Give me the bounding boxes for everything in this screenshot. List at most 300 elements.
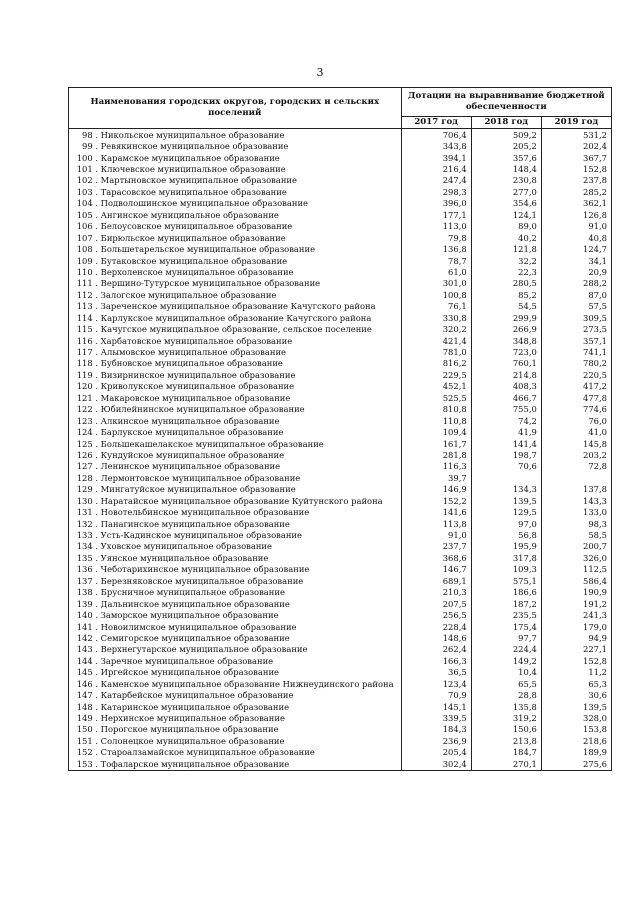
value-2019: 203,2 bbox=[541, 449, 611, 460]
table-row bbox=[69, 644, 612, 655]
row-name: Подволошинское муниципальное образование bbox=[100, 198, 308, 209]
table-row bbox=[69, 678, 612, 689]
value-2018: 40,2 bbox=[471, 232, 541, 243]
header-year-2018: 2018 год bbox=[471, 117, 541, 129]
row-number: 134 . bbox=[76, 541, 98, 552]
table-row bbox=[69, 758, 612, 770]
row-number: 130 . bbox=[76, 495, 98, 506]
table-row bbox=[69, 609, 612, 620]
value-2018: 213,8 bbox=[471, 735, 541, 746]
value-2017: 39,7 bbox=[401, 472, 471, 483]
table-row bbox=[69, 301, 612, 312]
value-2018: 139,5 bbox=[471, 495, 541, 506]
table-row bbox=[69, 404, 612, 415]
table-row bbox=[69, 472, 612, 483]
row-name: Карамское муниципальное образование bbox=[100, 152, 280, 163]
row-name: Иргейское муниципальное образование bbox=[100, 667, 279, 678]
table-row bbox=[69, 529, 612, 540]
table-row bbox=[69, 369, 612, 380]
row-name-cell bbox=[69, 449, 402, 460]
value-2018: 266,9 bbox=[471, 323, 541, 334]
row-name: Ленинское муниципальное образование bbox=[100, 461, 281, 472]
value-2017: 91,0 bbox=[401, 529, 471, 540]
table-row bbox=[69, 392, 612, 403]
row-name: Новоилимское муниципальное образование bbox=[100, 621, 297, 632]
table-row bbox=[69, 495, 612, 506]
row-name-cell bbox=[69, 221, 402, 232]
table-row bbox=[69, 518, 612, 529]
value-2017: 247,4 bbox=[401, 175, 471, 186]
value-2018: 129,5 bbox=[471, 506, 541, 517]
row-name: Порогское муниципальное образование bbox=[100, 724, 279, 735]
value-2018: 317,8 bbox=[471, 552, 541, 563]
value-2018: 348,8 bbox=[471, 335, 541, 346]
row-name-cell bbox=[69, 301, 402, 312]
row-name-cell bbox=[69, 461, 402, 472]
value-2018: 205,2 bbox=[471, 140, 541, 151]
row-name: Зареченское муниципальное образование Качугского района bbox=[100, 301, 376, 312]
table-row bbox=[69, 289, 612, 300]
value-2017: 228,4 bbox=[401, 621, 471, 632]
row-name-cell bbox=[69, 529, 402, 540]
value-2019: 153,8 bbox=[541, 724, 611, 735]
row-number: 104 . bbox=[76, 198, 98, 209]
row-name-cell bbox=[69, 312, 402, 323]
row-number: 105 . bbox=[76, 209, 98, 220]
value-2019: 34,1 bbox=[541, 255, 611, 266]
row-number: 147 . bbox=[76, 690, 98, 701]
value-2019: 40,8 bbox=[541, 232, 611, 243]
value-2019: 241,3 bbox=[541, 609, 611, 620]
row-name-cell bbox=[69, 689, 402, 700]
row-number: 132 . bbox=[76, 518, 98, 529]
row-name-cell bbox=[69, 644, 402, 655]
value-2017: 116,3 bbox=[401, 461, 471, 472]
table-row bbox=[69, 129, 612, 141]
row-name-cell bbox=[69, 518, 402, 529]
value-2019: 273,5 bbox=[541, 323, 611, 334]
table-row bbox=[69, 587, 612, 598]
value-2018: 270,1 bbox=[471, 758, 541, 770]
value-2018: 135,8 bbox=[471, 701, 541, 712]
row-name: Вершино-Тутурское муниципальное образование bbox=[100, 278, 321, 289]
value-2017: 298,3 bbox=[401, 186, 471, 197]
row-name: Уянское муниципальное образование bbox=[100, 552, 269, 563]
value-2019: 367,7 bbox=[541, 152, 611, 163]
table-row bbox=[69, 632, 612, 643]
table-row bbox=[69, 358, 612, 369]
table-row bbox=[69, 346, 612, 357]
value-2019: 76,0 bbox=[541, 415, 611, 426]
value-2017: 525,5 bbox=[401, 392, 471, 403]
value-2019: 357,1 bbox=[541, 335, 611, 346]
table-row bbox=[69, 175, 612, 186]
row-number: 103 . bbox=[76, 186, 98, 197]
value-2019: 143,3 bbox=[541, 495, 611, 506]
value-2017: 148,6 bbox=[401, 632, 471, 643]
table-row bbox=[69, 209, 612, 220]
value-2017: 368,6 bbox=[401, 552, 471, 563]
value-2018: 509,2 bbox=[471, 129, 541, 141]
value-2018: 134,3 bbox=[471, 484, 541, 495]
value-2019: 275,6 bbox=[541, 758, 611, 770]
row-name-cell bbox=[69, 655, 402, 666]
value-2019: 145,8 bbox=[541, 438, 611, 449]
value-2019: 780,2 bbox=[541, 358, 611, 369]
row-name: Бубновское муниципальное образование bbox=[100, 358, 283, 369]
value-2019: 227,1 bbox=[541, 644, 611, 655]
row-number: 111 . bbox=[76, 278, 98, 289]
table-row bbox=[69, 564, 612, 575]
row-name-cell bbox=[69, 129, 402, 141]
table-body bbox=[69, 129, 612, 771]
table-row bbox=[69, 335, 612, 346]
row-name-cell bbox=[69, 506, 402, 517]
value-2019: 586,4 bbox=[541, 575, 611, 586]
row-number: 151 . bbox=[76, 735, 98, 746]
value-2018: 149,2 bbox=[471, 655, 541, 666]
value-2018: 41,9 bbox=[471, 426, 541, 437]
value-2019: 98,3 bbox=[541, 518, 611, 529]
value-2019: 417,2 bbox=[541, 381, 611, 392]
row-number: 139 . bbox=[76, 598, 98, 609]
row-name-cell bbox=[69, 381, 402, 392]
row-name-cell bbox=[69, 255, 402, 266]
value-2018 bbox=[471, 472, 541, 483]
row-number: 112 . bbox=[76, 289, 98, 300]
row-number: 120 . bbox=[76, 381, 98, 392]
subsidy-table bbox=[68, 87, 612, 771]
value-2017: 113,8 bbox=[401, 518, 471, 529]
value-2018: 466,7 bbox=[471, 392, 541, 403]
value-2018: 357,6 bbox=[471, 152, 541, 163]
table-row bbox=[69, 667, 612, 678]
row-number: 107 . bbox=[76, 232, 98, 243]
table-row bbox=[69, 484, 612, 495]
table-row bbox=[69, 255, 612, 266]
row-name: Бирюльское муниципальное образование bbox=[100, 232, 286, 243]
value-2017: 816,2 bbox=[401, 358, 471, 369]
value-2018: 187,2 bbox=[471, 598, 541, 609]
value-2018: 74,2 bbox=[471, 415, 541, 426]
row-name: Алкинское муниципальное образование bbox=[100, 415, 280, 426]
value-2019: 237,8 bbox=[541, 175, 611, 186]
row-name-cell bbox=[69, 243, 402, 254]
row-name: Чеботарихинское муниципальное образование bbox=[100, 564, 310, 575]
value-2018: 28,8 bbox=[471, 689, 541, 700]
value-2019: 57,5 bbox=[541, 301, 611, 312]
value-2017: 110,8 bbox=[401, 415, 471, 426]
table-row bbox=[69, 163, 612, 174]
row-number: 148 . bbox=[76, 701, 98, 712]
row-number: 131 . bbox=[76, 507, 98, 518]
value-2018: 408,3 bbox=[471, 381, 541, 392]
row-name-cell bbox=[69, 575, 402, 586]
row-number: 119 . bbox=[76, 369, 98, 380]
row-name-cell bbox=[69, 678, 402, 689]
row-name: Никольское муниципальное образование bbox=[100, 129, 285, 140]
row-name: Новотельбинское муниципальное образование bbox=[100, 507, 310, 518]
row-number: 149 . bbox=[76, 713, 98, 724]
value-2019: 288,2 bbox=[541, 278, 611, 289]
row-number: 153 . bbox=[76, 758, 98, 769]
value-2018: 22,3 bbox=[471, 266, 541, 277]
row-number: 99 . bbox=[82, 141, 98, 152]
row-name-cell bbox=[69, 747, 402, 758]
row-number: 145 . bbox=[76, 667, 98, 678]
row-name: Большекашелакское муниципальное образование bbox=[100, 438, 324, 449]
table-row bbox=[69, 735, 612, 746]
row-number: 109 . bbox=[76, 255, 98, 266]
row-name: Белоусовское муниципальное образование bbox=[100, 221, 293, 232]
value-2017: 216,4 bbox=[401, 163, 471, 174]
row-name-cell bbox=[69, 426, 402, 437]
header-year-2017: 2017 год bbox=[401, 117, 471, 129]
row-number: 128 . bbox=[76, 472, 98, 483]
value-2018: 214,8 bbox=[471, 369, 541, 380]
row-name: Ангинское муниципальное образование bbox=[100, 209, 279, 220]
row-name: Солонецкое муниципальное образование bbox=[100, 735, 285, 746]
value-2017: 706,4 bbox=[401, 129, 471, 141]
value-2019: 202,4 bbox=[541, 140, 611, 151]
value-2019: 137,8 bbox=[541, 484, 611, 495]
value-2018: 195,9 bbox=[471, 541, 541, 552]
value-2018: 175,4 bbox=[471, 621, 541, 632]
value-2019: 152,8 bbox=[541, 163, 611, 174]
value-2019: 477,8 bbox=[541, 392, 611, 403]
value-2017: 166,3 bbox=[401, 655, 471, 666]
row-name: Заречное муниципальное образование bbox=[100, 655, 274, 666]
row-name-cell bbox=[69, 735, 402, 746]
value-2017: 339,5 bbox=[401, 712, 471, 723]
row-name: Мартыновское муниципальное образование bbox=[100, 175, 297, 186]
row-name-cell bbox=[69, 564, 402, 575]
row-number: 113 . bbox=[76, 301, 98, 312]
table-row bbox=[69, 278, 612, 289]
row-name: Катаринское муниципальное образование bbox=[100, 701, 290, 712]
row-name: Бутаковское муниципальное образование bbox=[100, 255, 288, 266]
value-2017: 810,8 bbox=[401, 404, 471, 415]
value-2019: 741,1 bbox=[541, 346, 611, 357]
value-2017: 207,5 bbox=[401, 598, 471, 609]
value-2018: 109,3 bbox=[471, 564, 541, 575]
value-2019: 139,5 bbox=[541, 701, 611, 712]
page-number: 3 bbox=[316, 66, 324, 79]
row-number: 121 . bbox=[76, 392, 98, 403]
value-2017: 236,9 bbox=[401, 735, 471, 746]
value-2018: 299,9 bbox=[471, 312, 541, 323]
value-2019: 41,0 bbox=[541, 426, 611, 437]
value-2019: 191,2 bbox=[541, 598, 611, 609]
table-row bbox=[69, 655, 612, 666]
row-name: Карлукское муниципальное образование Качугского района bbox=[100, 312, 372, 323]
row-name: Ключевское муниципальное образование bbox=[100, 164, 286, 175]
row-number: 133 . bbox=[76, 530, 98, 541]
row-name: Алымовское муниципальное образование bbox=[100, 347, 287, 358]
row-name: Панагинское муниципальное образование bbox=[100, 518, 290, 529]
row-name: Большетарельское муниципальное образование bbox=[100, 244, 316, 255]
row-number: 124 . bbox=[76, 427, 98, 438]
value-2018: 184,7 bbox=[471, 747, 541, 758]
value-2017: 161,7 bbox=[401, 438, 471, 449]
header-year-2019: 2019 год bbox=[541, 117, 611, 129]
row-name-cell bbox=[69, 472, 402, 483]
table-row bbox=[69, 461, 612, 472]
value-2019: 30,6 bbox=[541, 689, 611, 700]
table-row bbox=[69, 724, 612, 735]
row-name-cell bbox=[69, 289, 402, 300]
value-2019: 179,0 bbox=[541, 621, 611, 632]
table-row bbox=[69, 186, 612, 197]
value-2019 bbox=[541, 472, 611, 483]
row-name-cell bbox=[69, 358, 402, 369]
row-number: 101 . bbox=[76, 164, 98, 175]
row-name-cell bbox=[69, 495, 402, 506]
row-name: Харбатовское муниципальное образование bbox=[100, 335, 293, 346]
row-name: Визирнинское муниципальное образование bbox=[100, 369, 296, 380]
row-number: 136 . bbox=[76, 564, 98, 575]
row-name-cell bbox=[69, 266, 402, 277]
row-number: 126 . bbox=[76, 449, 98, 460]
row-number: 146 . bbox=[76, 678, 98, 689]
row-name-cell bbox=[69, 632, 402, 643]
value-2017: 421,4 bbox=[401, 335, 471, 346]
table-row bbox=[69, 541, 612, 552]
row-number: 143 . bbox=[76, 644, 98, 655]
value-2017: 781,0 bbox=[401, 346, 471, 357]
value-2018: 97,0 bbox=[471, 518, 541, 529]
table-row bbox=[69, 449, 612, 460]
row-name: Верхнегутарское муниципальное образование bbox=[100, 644, 308, 655]
value-2018: 575,1 bbox=[471, 575, 541, 586]
row-name-cell bbox=[69, 152, 402, 163]
value-2018: 319,2 bbox=[471, 712, 541, 723]
row-number: 102 . bbox=[76, 175, 98, 186]
row-name-cell bbox=[69, 346, 402, 357]
row-number: 123 . bbox=[76, 415, 98, 426]
value-2019: 362,1 bbox=[541, 198, 611, 209]
row-number: 138 . bbox=[76, 587, 98, 598]
table-row bbox=[69, 621, 612, 632]
value-2018: 56,8 bbox=[471, 529, 541, 540]
table-row bbox=[69, 575, 612, 586]
value-2019: 65,3 bbox=[541, 678, 611, 689]
row-name: Дальнинское муниципальное образование bbox=[100, 598, 290, 609]
row-number: 110 . bbox=[76, 266, 98, 277]
value-2019: 285,2 bbox=[541, 186, 611, 197]
row-name-cell bbox=[69, 198, 402, 209]
table-row bbox=[69, 198, 612, 209]
value-2019: 531,2 bbox=[541, 129, 611, 141]
row-name: Кундуйское муниципальное образование bbox=[100, 449, 285, 460]
row-name-cell bbox=[69, 392, 402, 403]
value-2019: 112,5 bbox=[541, 564, 611, 575]
row-number: 106 . bbox=[76, 221, 98, 232]
value-2018: 89,0 bbox=[471, 221, 541, 232]
value-2017: 184,3 bbox=[401, 724, 471, 735]
row-number: 98 . bbox=[82, 129, 98, 140]
row-name-cell bbox=[69, 621, 402, 632]
value-2018: 148,4 bbox=[471, 163, 541, 174]
row-name: Тарасовское муниципальное образование bbox=[100, 186, 287, 197]
table-row bbox=[69, 381, 612, 392]
row-name-cell bbox=[69, 415, 402, 426]
value-2018: 723,0 bbox=[471, 346, 541, 357]
value-2017: 109,4 bbox=[401, 426, 471, 437]
row-name: Заморское муниципальное образование bbox=[100, 610, 279, 621]
value-2017: 136,8 bbox=[401, 243, 471, 254]
value-2018: 277,0 bbox=[471, 186, 541, 197]
value-2019: 133,0 bbox=[541, 506, 611, 517]
value-2018: 150,6 bbox=[471, 724, 541, 735]
value-2017: 113,0 bbox=[401, 221, 471, 232]
value-2017: 689,1 bbox=[401, 575, 471, 586]
row-name-cell bbox=[69, 598, 402, 609]
table-row bbox=[69, 152, 612, 163]
table-row bbox=[69, 747, 612, 758]
row-number: 127 . bbox=[76, 461, 98, 472]
value-2017: 61,0 bbox=[401, 266, 471, 277]
value-2019: 190,9 bbox=[541, 587, 611, 598]
row-name: Семигорское муниципальное образование bbox=[100, 632, 290, 643]
row-name: Криволукское муниципальное образование bbox=[100, 381, 295, 392]
table-row bbox=[69, 712, 612, 723]
row-name-cell bbox=[69, 712, 402, 723]
row-name: Залогское муниципальное образование bbox=[100, 289, 277, 300]
value-2019: 218,6 bbox=[541, 735, 611, 746]
table-row bbox=[69, 598, 612, 609]
value-2018: 186,6 bbox=[471, 587, 541, 598]
value-2018: 85,2 bbox=[471, 289, 541, 300]
row-name: Качугское муниципальное образование, сельское поселение bbox=[100, 324, 372, 335]
row-number: 115 . bbox=[76, 324, 98, 335]
value-2018: 121,8 bbox=[471, 243, 541, 254]
row-name: Юбилейнинское муниципальное образование bbox=[100, 404, 305, 415]
value-2018: 198,7 bbox=[471, 449, 541, 460]
value-2019: 774,6 bbox=[541, 404, 611, 415]
table-row bbox=[69, 701, 612, 712]
row-number: 118 . bbox=[76, 358, 98, 369]
row-number: 152 . bbox=[76, 747, 98, 758]
value-2019: 87,0 bbox=[541, 289, 611, 300]
table-row bbox=[69, 266, 612, 277]
value-2017: 100,8 bbox=[401, 289, 471, 300]
value-2019: 220,5 bbox=[541, 369, 611, 380]
row-name: Лермонтовское муниципальное образование bbox=[100, 472, 301, 483]
row-name-cell bbox=[69, 369, 402, 380]
row-name-cell bbox=[69, 140, 402, 151]
value-2018: 141,4 bbox=[471, 438, 541, 449]
row-name: Брусничное муниципальное образование bbox=[100, 587, 285, 598]
row-number: 135 . bbox=[76, 552, 98, 563]
row-name-cell bbox=[69, 758, 402, 770]
value-2017: 394,1 bbox=[401, 152, 471, 163]
value-2017: 256,5 bbox=[401, 609, 471, 620]
value-2017: 205,4 bbox=[401, 747, 471, 758]
value-2019: 11,2 bbox=[541, 667, 611, 678]
table-row bbox=[69, 323, 612, 334]
row-name: Наратайское муниципальное образование Куйтунского района bbox=[100, 495, 383, 506]
value-2018: 65,5 bbox=[471, 678, 541, 689]
value-2018: 354,6 bbox=[471, 198, 541, 209]
row-number: 129 . bbox=[76, 484, 98, 495]
table-row bbox=[69, 506, 612, 517]
value-2019: 20,9 bbox=[541, 266, 611, 277]
row-number: 142 . bbox=[76, 632, 98, 643]
row-name: Березняковское муниципальное образование bbox=[100, 575, 304, 586]
row-name: Макаровское муниципальное образование bbox=[100, 392, 291, 403]
value-2017: 262,4 bbox=[401, 644, 471, 655]
